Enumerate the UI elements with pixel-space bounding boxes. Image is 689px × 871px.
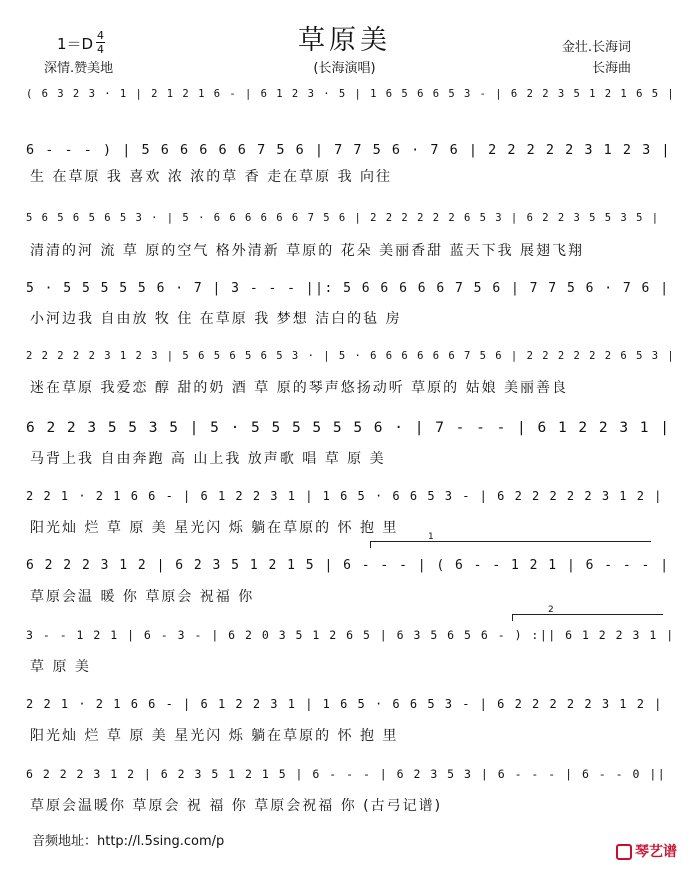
notation-row: 5 · 5 5 5 5 5 6 · 7 | 3 - - - ||: 5 6 6 6 6 6 7 5 6 | 7 7 5 6 · 7 6 | <box>26 281 670 296</box>
page-title: 草原美 <box>298 25 391 56</box>
time-signature-bottom: 4 <box>97 43 104 56</box>
audio-link[interactable]: 音频地址：http://l.5sing.com/p <box>32 834 225 849</box>
volta-first-label: 1 <box>428 532 434 542</box>
expression-mark: 深情.赞美地 <box>44 61 114 76</box>
composer-credit: 长海曲 <box>591 61 631 76</box>
notation-row: 6 - - - ) | 5 6 6 6 6 6 7 5 6 | 7 7 5 6 · 7 6 | 2 2 2 2 2 3 1 2 3 | <box>26 142 672 158</box>
notation-row: 6 2 2 2 3 1 2 | 6 2 3 5 1 2 1 5 | 6 - - - | ( 6 - - 1 2 1 | 6 - - - | <box>26 558 670 573</box>
brand-mark-icon <box>616 844 632 860</box>
volta-second-label: 2 <box>548 605 554 615</box>
key-signature: 1＝D <box>57 35 94 53</box>
notation-row: 2 2 1 · 2 1 6 6 - | 6 1 2 2 3 1 | 1 6 5 · 6 6 5 3 - | 6 2 2 2 2 2 3 1 2 | <box>26 697 663 711</box>
brand-logo <box>616 841 677 861</box>
lyric-row: 小河边我 自由放 牧 住 在草原 我 梦想 洁白的毡 房 <box>30 311 402 327</box>
volta-second-bracket <box>512 614 663 621</box>
notation-row: 6 2 2 3 5 5 3 5 | 5 · 5 5 5 5 5 5 6 · | 7 - - - | 6 1 2 2 3 1 | <box>26 420 671 436</box>
lyric-row: 马背上我 自由奔跑 高 山上我 放声歌 唱 草 原 美 <box>30 451 386 467</box>
lyric-row: 草 原 美 <box>30 659 91 675</box>
brand-logo-text: 琴艺谱 <box>635 844 677 860</box>
notation-row: 2 2 2 2 2 3 1 2 3 | 5 6 5 6 5 6 5 3 · | 5 · 6 6 6 6 6 6 7 5 6 | 2 2 2 2 2 2 6 5 3 | <box>26 350 676 362</box>
volta-first-bracket <box>370 541 651 548</box>
singer-credit: (长海演唱) <box>313 61 376 76</box>
lyric-row: 清清的河 流 草 原的空气 格外清新 草原的 花朵 美丽香甜 蓝天下我 展翅飞翔 <box>30 243 585 259</box>
time-signature-top: 4 <box>97 29 104 42</box>
lyric-row: 阳光灿 烂 草 原 美 星光闪 烁 躺在草原的 怀 抱 里 <box>30 520 399 536</box>
notation-row: 6 2 2 2 3 1 2 | 6 2 3 5 1 2 1 5 | 6 - - - | 6 2 3 5 3 | 6 - - - | 6 - - 0 || <box>26 767 667 781</box>
time-signature <box>96 30 105 55</box>
lyricist-credit: 金壮.长海词 <box>561 40 631 55</box>
lyric-row: 草原会温暖你 草原会 祝 福 你 草原会祝福 你 (古弓记谱) <box>30 798 443 814</box>
lyric-row: 草原会温 暖 你 草原会 祝福 你 <box>30 589 255 605</box>
notation-row: ( 6 3 2 3 · 1 | 2 1 2 1 6 - | 6 1 2 3 · 5 | 1 6 5 6 6 5 3 - | 6 2 2 3 5 1 2 1 6 5 | <box>26 88 676 100</box>
notation-row: 2 2 1 · 2 1 6 6 - | 6 1 2 2 3 1 | 1 6 5 · 6 6 5 3 - | 6 2 2 2 2 2 3 1 2 | <box>26 489 663 503</box>
lyric-row: 阳光灿 烂 草 原 美 星光闪 烁 躺在草原的 怀 抱 里 <box>30 728 399 744</box>
notation-row: 3 - - 1 2 1 | 6 - 3 - | 6 2 0 3 5 1 2 6 5 | 6 3 5 6 5 6 - ) :|| 6 1 2 2 3 1 | <box>26 628 675 642</box>
notation-row: 5 6 5 6 5 6 5 3 · | 5 · 6 6 6 6 6 6 7 5 6 | 2 2 2 2 2 2 6 5 3 | 6 2 2 3 5 5 3 5 | <box>26 212 660 224</box>
lyric-row: 生 在草原 我 喜欢 浓 浓的草 香 走在草原 我 向往 <box>30 169 393 185</box>
lyric-row: 迷在草原 我爱恋 醇 甜的奶 酒 草 原的琴声悠扬动听 草原的 姑娘 美丽善良 <box>30 380 569 396</box>
